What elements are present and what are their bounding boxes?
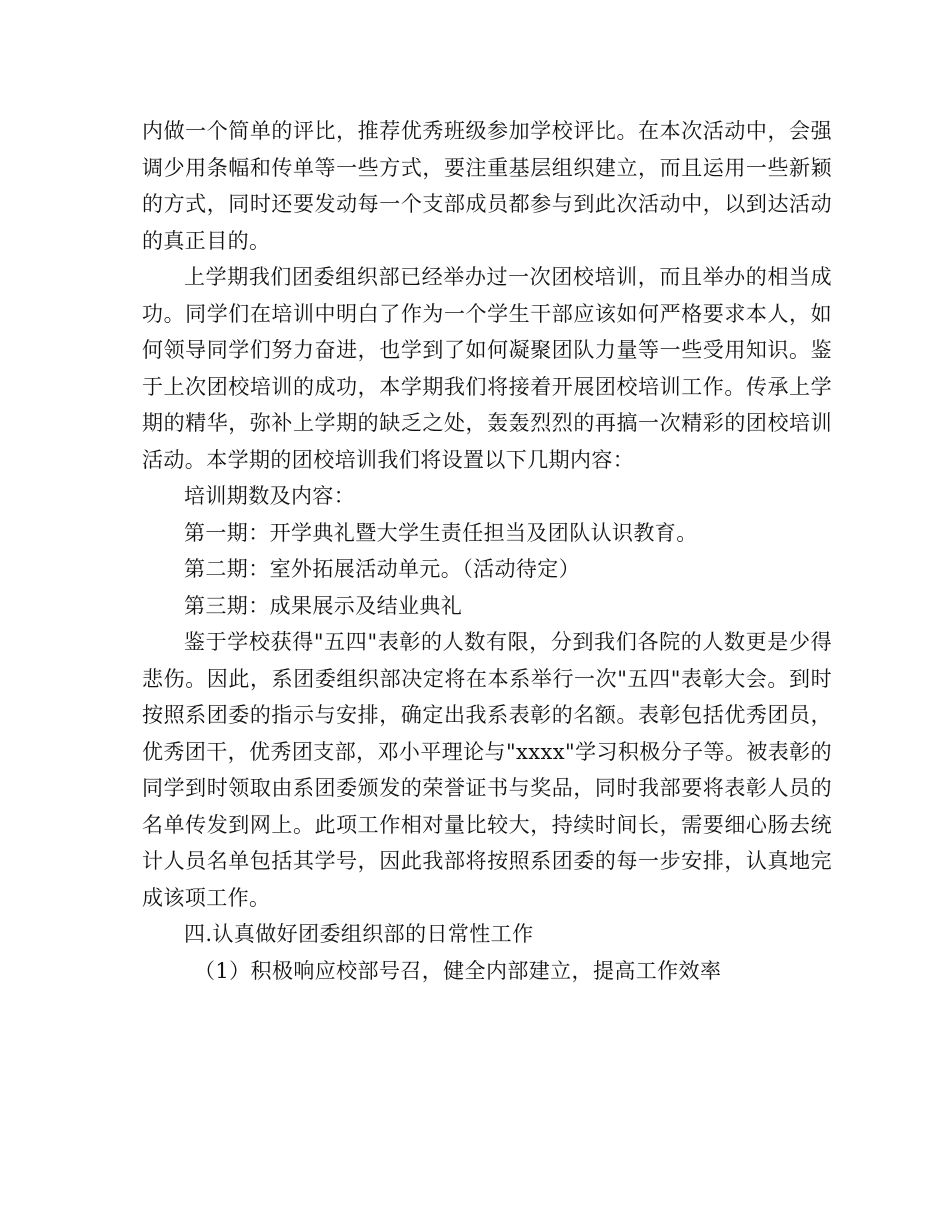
document-body: [142, 113, 832, 989]
section-heading-daily-work: 四.认真做好团委组织部的日常性工作: [184, 922, 534, 946]
training-session-1: 第一期：开学典礼暨大学生责任担当及团队认识教育。: [184, 520, 698, 545]
paragraph-may-fourth-commendation: 鉴于学校获得"五四"表彰的人数有限，分到我们各院的人数更是少得悲伤。因此，系团委组织部决定将在本系举行一次"五四"表彰大会。到时按照系团委的指示与安排，确定出我系表彰的名额。表彰包括优秀团员，优秀团干，优秀团支部，邓小平理论与"xxxx"学习积极分子等。被表彰的同学到时领取由系团委颁发的荣誉证书与奖品，同时我部要将表彰人员的名单传发到网上。此项工作相对量比较大，持续时间长，需要细心肠去统计人员名单包括其学号，因此我部将按照系团委的每一步安排，认真地完成该项工作。: [142, 630, 832, 910]
training-sessions-heading: 培训期数及内容：: [184, 484, 356, 508]
training-session-2: 第二期：室外拓展活动单元。（活动待定）: [184, 557, 581, 581]
training-session-3: 第三期：成果展示及结业典礼: [184, 593, 463, 618]
sub-item-1: （1）积极响应校部号召，健全内部建立，提高工作效率: [194, 958, 722, 983]
paragraph-league-school-training: 上学期我们团委组织部已经举办过一次团校培训，而且举办的相当成功。同学们在培训中明白了作为一个学生干部应该如何严格要求本人，如何领导同学们努力奋进，也学到了如何凝聚团队力量等一些受用知识。鉴于上次团校培训的成功，本学期我们将接着开展团校培训工作。传承上学期的精华，弥补上学期的缺乏之处，轰轰烈烈的再搞一次精彩的团校培训活动。本学期的团校培训我们将设置以下几期内容：: [142, 265, 832, 472]
paragraph-activity-continuation: 内做一个简单的评比，推荐优秀班级参加学校评比。在本次活动中，会强调少用条幅和传单等一些方式，要注重基层组织建立，而且运用一些新颖的方式，同时还要发动每一个支部成员都参与到此次活动中，以到达活动的真正目的。: [142, 119, 832, 253]
